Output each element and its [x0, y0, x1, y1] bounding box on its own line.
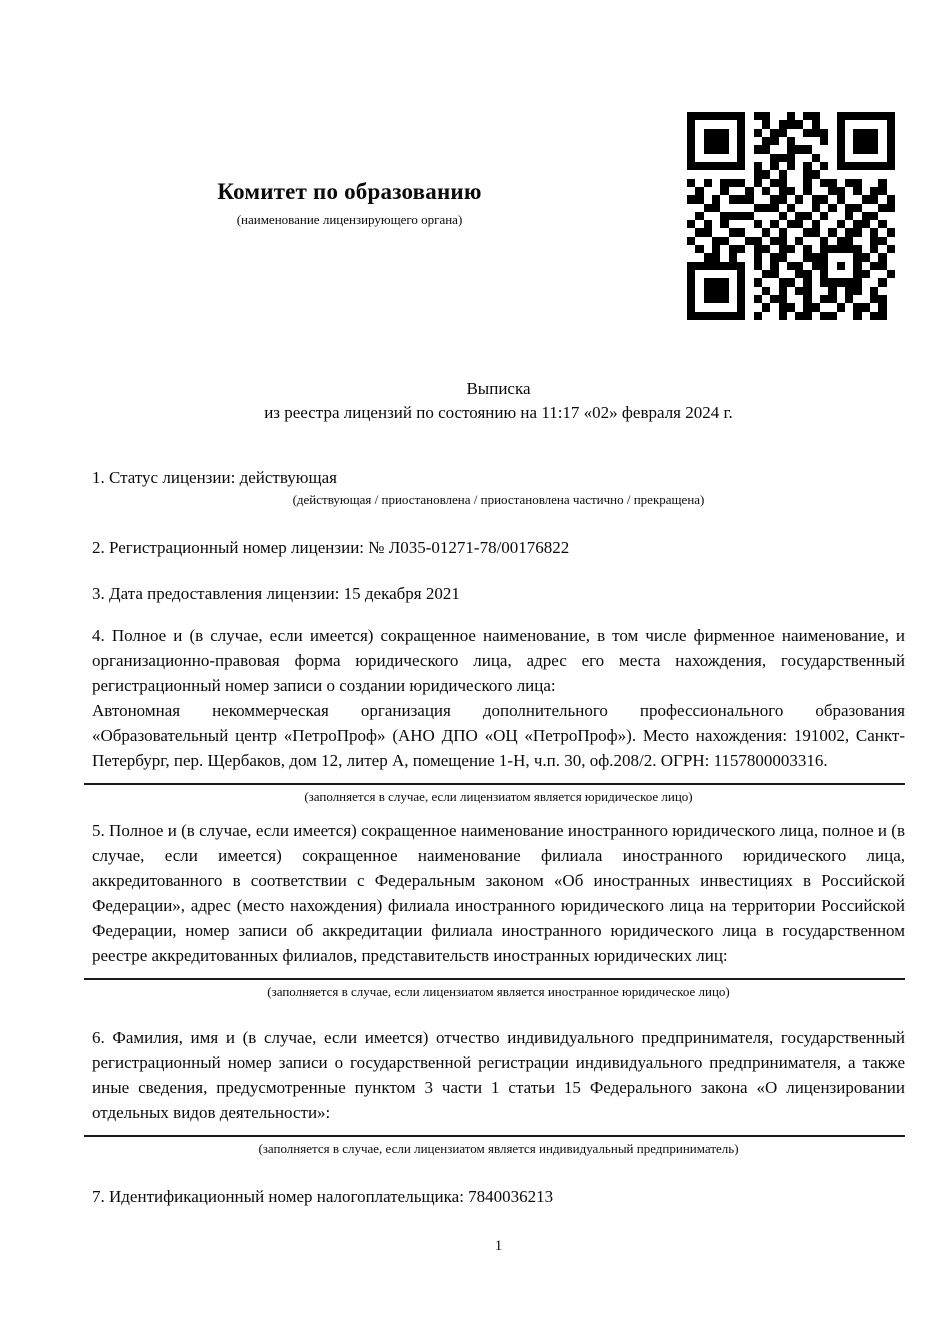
section-4-intro: 4. Полное и (в случае, если имеется) сокращенное наименование, в том числе фирменное наименование, и организационно-правовая форма юридического лица, адрес его места нахождения, государственный регистрационный номер записи о создании юридического лица:: [92, 626, 905, 695]
qr-code: [687, 112, 895, 320]
section-6-caption: (заполняется в случае, если лицензиатом является индивидуальный предприниматель): [258, 1141, 739, 1156]
section-5-foreign-entity: 5. Полное и (в случае, если имеется) сокращенное наименование иностранного юридического лица, полное и (в случае, если имеется) сокращенное наименование филиала иностранного юридического лица, аккредитованного в соответствии с Федеральным законом «Об иностранных инвестициях в Российской Федерации», адрес (место нахождения) филиала иностранного юридического лица на территории Российской Федерации, номер записи об аккредитации филиала иностранного юридического лица в государственном реестре аккредитованных филиалов, представительств иностранных юридических лиц:: [92, 821, 905, 965]
fill-line-legal-entity: [84, 783, 905, 785]
section-4-licensee-details: Автономная некоммерческая организация дополнительного профессионального образования «Образовательный центр «ПетроПроф» (АНО ДПО «ОЦ «ПетроПроф»). Место нахождения: 191002, Санкт-Петербург, пер. Щербаков, дом 12, литер А, помещение 1-Н, ч.п. 30, оф.208/2. ОГРН: 1157800003316.: [92, 701, 905, 770]
document-title-line2: из реестра лицензий по состоянию на 11:17 «02» февраля 2024 г.: [264, 403, 733, 422]
section-6-individual-entrepreneur: 6. Фамилия, имя и (в случае, если имеется) отчество индивидуального предпринимателя, государственный регистрационный номер записи о государственной регистрации индивидуального предпринимателя, а также иные сведения, предусмотренные пунктом 3 части 1 статьи 15 Федерального закона «О лицензировании отдельных видов деятельности»:: [92, 1028, 905, 1122]
fill-line-foreign-entity: [84, 978, 905, 980]
licensing-authority-name: Комитет по образованию: [217, 179, 482, 204]
section-2-registration-number: 2. Регистрационный номер лицензии: № Л035-01271-78/00176822: [92, 538, 570, 557]
document-header: [92, 0, 905, 320]
document-title-line1: Выписка: [466, 379, 531, 398]
section-5-caption: (заполняется в случае, если лицензиатом является иностранное юридическое лицо): [267, 984, 730, 999]
document-title: [92, 377, 905, 425]
fill-line-individual-entrepreneur: [84, 1135, 905, 1137]
licensing-authority-caption: (наименование лицензирующего органа): [236, 212, 463, 227]
licensing-authority-block: [92, 0, 687, 228]
page-number: 1: [494, 1238, 503, 1254]
section-3-grant-date: 3. Дата предоставления лицензии: 15 декабря 2021: [92, 584, 460, 603]
section-7-taxpayer-number: 7. Идентификационный номер налогоплательщика: 7840036213: [92, 1187, 554, 1206]
section-1-status-options-caption: (действующая / приостановлена / приостановлена частично / прекращена): [292, 492, 705, 507]
section-1-license-status: 1. Статус лицензии: действующая: [92, 468, 337, 487]
section-4-caption: (заполняется в случае, если лицензиатом является юридическое лицо): [304, 789, 693, 804]
